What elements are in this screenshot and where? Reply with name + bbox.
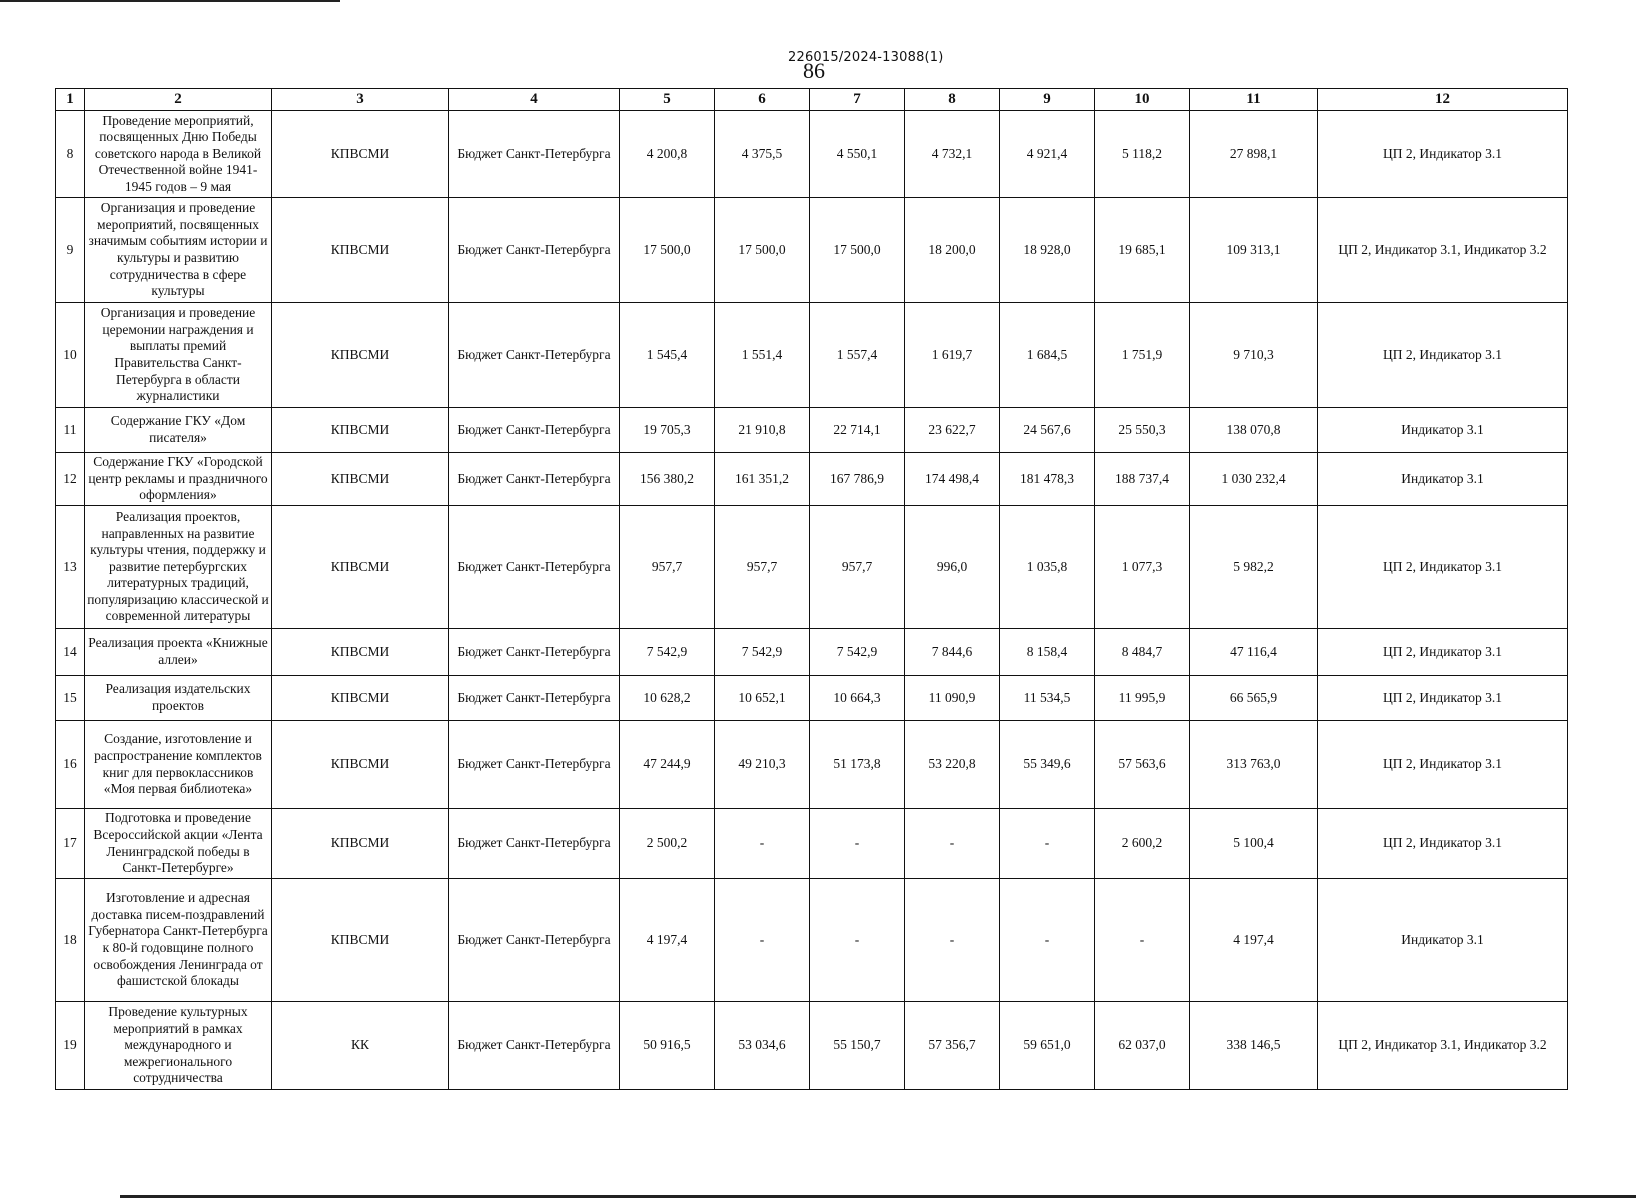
row-number: 18 [56,879,85,1002]
value-col7: 1 557,4 [810,303,905,408]
activity-name: Реализация проектов, направленных на развитие культуры чтения, поддержку и развитие петербургских литературных традиций, популяризацию классической и современной литературы [85,506,272,629]
value-col10: 19 685,1 [1095,198,1190,303]
row-number: 13 [56,506,85,629]
value-col5: 47 244,9 [620,721,715,809]
indicator: ЦП 2, Индикатор 3.1 [1318,629,1568,676]
executor: КПВСМИ [272,676,449,721]
value-col9: 1 684,5 [1000,303,1095,408]
value-col8: 57 356,7 [905,1002,1000,1090]
activity-name: Содержание ГКУ «Городской центр рекламы и праздничного оформления» [85,453,272,506]
total-value: 27 898,1 [1190,111,1318,198]
value-col5: 156 380,2 [620,453,715,506]
value-col8: 1 619,7 [905,303,1000,408]
funding-source: Бюджет Санкт-Петербурга [449,111,620,198]
value-col8: 996,0 [905,506,1000,629]
indicator: ЦП 2, Индикатор 3.1, Индикатор 3.2 [1318,198,1568,303]
value-col6: 161 351,2 [715,453,810,506]
header-row [56,89,1568,111]
value-col9: 24 567,6 [1000,408,1095,453]
funding-source: Бюджет Санкт-Петербурга [449,1002,620,1090]
activity-name: Организация и проведение мероприятий, посвященных значимым событиям истории и культуры и развитию сотрудничества в сфере культуры [85,198,272,303]
row-number: 16 [56,721,85,809]
value-col6: 4 375,5 [715,111,810,198]
value-col9: 1 035,8 [1000,506,1095,629]
row-number: 11 [56,408,85,453]
column-header: 1 [56,89,85,111]
value-col7: 957,7 [810,506,905,629]
value-col5: 7 542,9 [620,629,715,676]
value-col7: 55 150,7 [810,1002,905,1090]
indicator: Индикатор 3.1 [1318,453,1568,506]
executor: КПВСМИ [272,198,449,303]
value-col7: 10 664,3 [810,676,905,721]
indicator: ЦП 2, Индикатор 3.1 [1318,506,1568,629]
executor: КПВСМИ [272,809,449,879]
value-col8: - [905,809,1000,879]
row-number: 17 [56,809,85,879]
document-id: 226015/2024-13088(1) [788,50,944,65]
column-header: 4 [449,89,620,111]
value-col6: - [715,809,810,879]
table-row [56,721,1568,809]
value-col5: 17 500,0 [620,198,715,303]
row-number: 10 [56,303,85,408]
total-value: 9 710,3 [1190,303,1318,408]
activity-name: Создание, изготовление и распространение комплектов книг для первоклассников «Моя первая библиотека» [85,721,272,809]
table-row [56,111,1568,198]
value-col7: 4 550,1 [810,111,905,198]
table-row [56,408,1568,453]
column-header: 7 [810,89,905,111]
executor: КПВСМИ [272,721,449,809]
activity-name: Реализация издательских проектов [85,676,272,721]
value-col5: 4 197,4 [620,879,715,1002]
value-col10: - [1095,879,1190,1002]
indicator: Индикатор 3.1 [1318,879,1568,1002]
executor: КПВСМИ [272,506,449,629]
total-value: 338 146,5 [1190,1002,1318,1090]
value-col6: 1 551,4 [715,303,810,408]
row-number: 19 [56,1002,85,1090]
table-row [56,453,1568,506]
value-col6: 17 500,0 [715,198,810,303]
indicator: ЦП 2, Индикатор 3.1 [1318,809,1568,879]
indicator: ЦП 2, Индикатор 3.1, Индикатор 3.2 [1318,1002,1568,1090]
page-number: 86 [803,58,825,83]
value-col9: 181 478,3 [1000,453,1095,506]
row-number: 8 [56,111,85,198]
column-header: 11 [1190,89,1318,111]
executor: КПВСМИ [272,879,449,1002]
activity-name: Проведение мероприятий, посвященных Дню Победы советского народа в Великой Отечественной войне 1941-1945 годов – 9 мая [85,111,272,198]
value-col9: 55 349,6 [1000,721,1095,809]
value-col6: 21 910,8 [715,408,810,453]
total-value: 109 313,1 [1190,198,1318,303]
column-header: 10 [1095,89,1190,111]
value-col10: 188 737,4 [1095,453,1190,506]
value-col5: 957,7 [620,506,715,629]
column-header: 2 [85,89,272,111]
funding-source: Бюджет Санкт-Петербурга [449,198,620,303]
program-table [55,88,1568,1090]
activity-name: Проведение культурных мероприятий в рамках международного и межрегионального сотрудничества [85,1002,272,1090]
value-col10: 8 484,7 [1095,629,1190,676]
total-value: 66 565,9 [1190,676,1318,721]
total-value: 4 197,4 [1190,879,1318,1002]
funding-source: Бюджет Санкт-Петербурга [449,809,620,879]
executor: КПВСМИ [272,408,449,453]
table-row [56,198,1568,303]
column-header: 5 [620,89,715,111]
table-row [56,1002,1568,1090]
value-col8: 23 622,7 [905,408,1000,453]
funding-source: Бюджет Санкт-Петербурга [449,303,620,408]
table-row [56,879,1568,1002]
executor: КПВСМИ [272,303,449,408]
executor: КК [272,1002,449,1090]
value-col5: 10 628,2 [620,676,715,721]
executor: КПВСМИ [272,111,449,198]
value-col10: 2 600,2 [1095,809,1190,879]
indicator: ЦП 2, Индикатор 3.1 [1318,721,1568,809]
value-col9: - [1000,809,1095,879]
value-col7: 51 173,8 [810,721,905,809]
value-col5: 19 705,3 [620,408,715,453]
value-col8: - [905,879,1000,1002]
value-col9: - [1000,879,1095,1002]
total-value: 47 116,4 [1190,629,1318,676]
row-number: 14 [56,629,85,676]
indicator: ЦП 2, Индикатор 3.1 [1318,111,1568,198]
activity-name: Подготовка и проведение Всероссийской акции «Лента Ленинградской победы в Санкт-Петербурге» [85,809,272,879]
value-col9: 11 534,5 [1000,676,1095,721]
executor: КПВСМИ [272,453,449,506]
value-col7: 7 542,9 [810,629,905,676]
table-row [56,506,1568,629]
total-value: 138 070,8 [1190,408,1318,453]
total-value: 313 763,0 [1190,721,1318,809]
value-col8: 174 498,4 [905,453,1000,506]
value-col10: 1 751,9 [1095,303,1190,408]
scan-border-bottom [120,1195,1636,1198]
value-col10: 11 995,9 [1095,676,1190,721]
indicator: Индикатор 3.1 [1318,408,1568,453]
activity-name: Содержание ГКУ «Дом писателя» [85,408,272,453]
value-col6: 10 652,1 [715,676,810,721]
value-col7: - [810,879,905,1002]
value-col5: 50 916,5 [620,1002,715,1090]
total-value: 5 100,4 [1190,809,1318,879]
total-value: 5 982,2 [1190,506,1318,629]
activity-name: Изготовление и адресная доставка писем-поздравлений Губернатора Санкт-Петербурга к 80-й годовщине полного освобождения Ленинграда от фашистской блокады [85,879,272,1002]
value-col10: 5 118,2 [1095,111,1190,198]
value-col6: 7 542,9 [715,629,810,676]
value-col6: 957,7 [715,506,810,629]
funding-source: Бюджет Санкт-Петербурга [449,721,620,809]
value-col7: 17 500,0 [810,198,905,303]
value-col9: 18 928,0 [1000,198,1095,303]
funding-source: Бюджет Санкт-Петербурга [449,453,620,506]
value-col8: 4 732,1 [905,111,1000,198]
value-col8: 53 220,8 [905,721,1000,809]
total-value: 1 030 232,4 [1190,453,1318,506]
value-col5: 1 545,4 [620,303,715,408]
funding-source: Бюджет Санкт-Петербурга [449,879,620,1002]
value-col7: - [810,809,905,879]
activity-name: Реализация проекта «Книжные аллеи» [85,629,272,676]
table-row [56,676,1568,721]
value-col5: 2 500,2 [620,809,715,879]
value-col8: 18 200,0 [905,198,1000,303]
value-col7: 167 786,9 [810,453,905,506]
scan-border-top [0,0,340,2]
table-row [56,629,1568,676]
table-row [56,303,1568,408]
value-col10: 25 550,3 [1095,408,1190,453]
value-col5: 4 200,8 [620,111,715,198]
row-number: 9 [56,198,85,303]
funding-source: Бюджет Санкт-Петербурга [449,676,620,721]
value-col7: 22 714,1 [810,408,905,453]
activity-name: Организация и проведение церемонии награждения и выплаты премий Правительства Санкт-Петербурга в области журналистики [85,303,272,408]
table-row [56,809,1568,879]
indicator: ЦП 2, Индикатор 3.1 [1318,303,1568,408]
indicator: ЦП 2, Индикатор 3.1 [1318,676,1568,721]
value-col6: 49 210,3 [715,721,810,809]
row-number: 15 [56,676,85,721]
value-col6: - [715,879,810,1002]
column-header: 6 [715,89,810,111]
value-col8: 11 090,9 [905,676,1000,721]
funding-source: Бюджет Санкт-Петербурга [449,408,620,453]
column-header: 8 [905,89,1000,111]
value-col10: 57 563,6 [1095,721,1190,809]
column-header: 3 [272,89,449,111]
value-col8: 7 844,6 [905,629,1000,676]
column-header: 9 [1000,89,1095,111]
funding-source: Бюджет Санкт-Петербурга [449,506,620,629]
value-col6: 53 034,6 [715,1002,810,1090]
value-col10: 1 077,3 [1095,506,1190,629]
executor: КПВСМИ [272,629,449,676]
value-col9: 4 921,4 [1000,111,1095,198]
value-col10: 62 037,0 [1095,1002,1190,1090]
value-col9: 8 158,4 [1000,629,1095,676]
column-header: 12 [1318,89,1568,111]
funding-source: Бюджет Санкт-Петербурга [449,629,620,676]
row-number: 12 [56,453,85,506]
value-col9: 59 651,0 [1000,1002,1095,1090]
